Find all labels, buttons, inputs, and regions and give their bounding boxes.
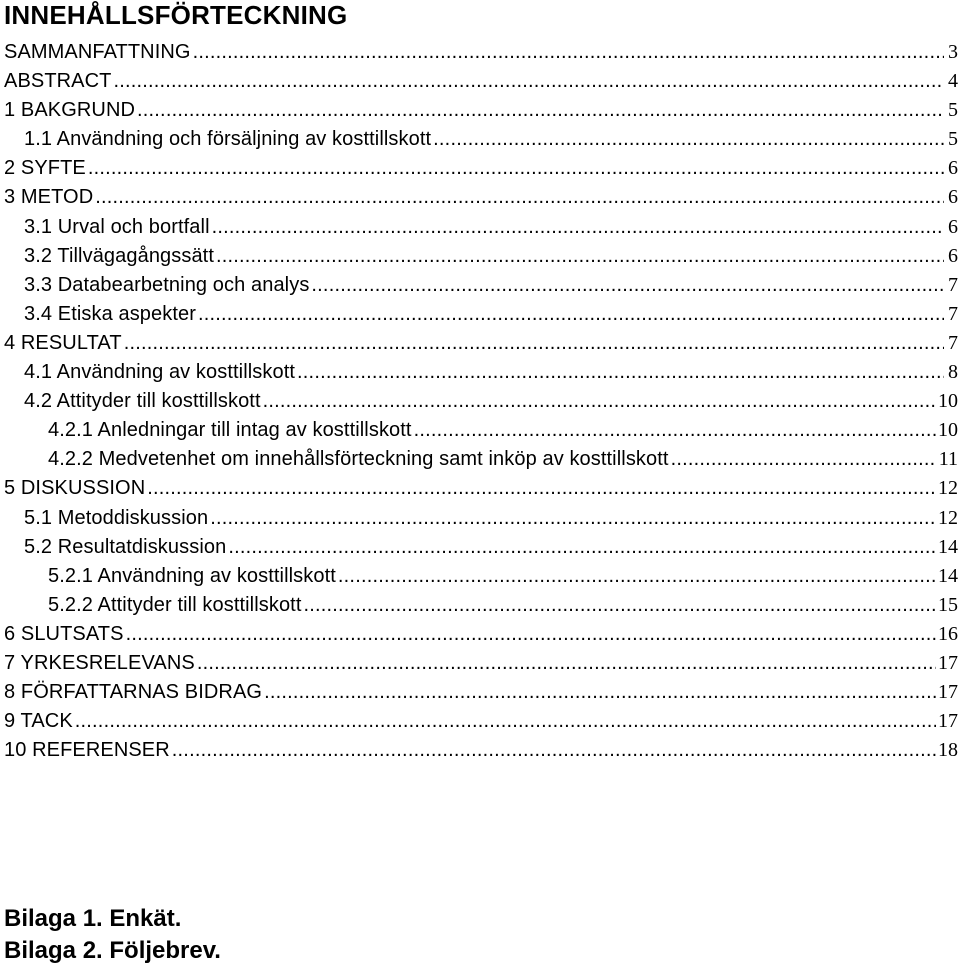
toc-dot-leader (414, 416, 936, 445)
toc-dot-leader (147, 474, 936, 503)
toc-entry-page-number: 7 (948, 331, 958, 354)
toc-dot-leader (95, 183, 944, 212)
toc-entry[interactable] (4, 38, 958, 67)
table-of-contents (4, 38, 958, 765)
toc-entry-label: 3.4 Etiska aspekter (24, 302, 196, 325)
toc-entry[interactable] (4, 474, 958, 503)
toc-dot-leader (297, 358, 944, 387)
toc-dot-leader (198, 300, 944, 329)
toc-dot-leader (216, 242, 944, 271)
toc-entry-label: SAMMANFATTNING (4, 41, 191, 63)
toc-entry-page-number: 3 (948, 41, 958, 63)
toc-entry-label: 4.2 Attityder till kosttillskott (24, 390, 261, 413)
toc-dot-leader (193, 38, 944, 67)
toc-entry[interactable] (4, 591, 958, 620)
toc-dot-leader (212, 213, 944, 242)
toc-entry-page-number: 6 (948, 244, 958, 267)
toc-dot-leader (126, 620, 936, 649)
toc-entry-page-number: 7 (948, 273, 958, 296)
toc-entry[interactable] (4, 329, 958, 358)
toc-entry-page-number: 17 (938, 710, 958, 733)
toc-entry-label: 10 REFERENSER (4, 739, 170, 762)
toc-entry-label: 1.1 Användning och försäljning av kosttillskott (24, 128, 432, 151)
toc-entry[interactable] (4, 387, 958, 416)
appendix-1: Bilaga 1. Enkät. (4, 905, 182, 932)
toc-entry-page-number: 6 (948, 157, 958, 180)
toc-entry-page-number: 5 (948, 128, 958, 151)
toc-dot-leader (172, 736, 936, 765)
toc-entry[interactable] (4, 416, 958, 445)
toc-dot-leader (88, 154, 944, 183)
toc-entry[interactable] (4, 125, 958, 154)
toc-dot-leader (433, 125, 944, 154)
toc-entry-label: 4 RESULTAT (4, 331, 122, 354)
toc-entry[interactable] (4, 242, 958, 271)
toc-entry-label: 8 FÖRFATTARNAS BIDRAG (4, 681, 263, 704)
toc-entry-label: 5 DISKUSSION (4, 477, 146, 500)
toc-entry-label: 4.2.1 Anledningar till intag av kosttillskott (48, 419, 412, 442)
toc-entry[interactable] (4, 533, 958, 562)
toc-entry-label: 5.2.1 Användning av kosttillskott (48, 564, 336, 587)
toc-entry-page-number: 14 (938, 535, 958, 558)
toc-entry-label: 2 SYFTE (4, 157, 86, 180)
toc-entry-page-number: 16 (938, 622, 958, 645)
toc-entry[interactable] (4, 96, 958, 125)
toc-dot-leader (113, 67, 944, 96)
toc-entry[interactable] (4, 649, 958, 678)
toc-entry-label: 4.2.2 Medvetenhet om innehållsförteckning samt inköp av kosttillskott (48, 448, 669, 471)
toc-entry-page-number: 11 (938, 448, 958, 471)
toc-entry[interactable] (4, 562, 958, 591)
toc-entry-page-number: 18 (938, 739, 958, 762)
appendix-2: Bilaga 2. Följebrev. (4, 937, 221, 964)
toc-entry[interactable] (4, 358, 958, 387)
toc-entry-page-number: 14 (938, 564, 958, 587)
toc-dot-leader (228, 533, 936, 562)
toc-entry-page-number: 12 (938, 477, 958, 500)
toc-entry[interactable] (4, 213, 958, 242)
page-title: INNEHÅLLSFÖRTECKNING (4, 0, 348, 30)
toc-entry-page-number: 6 (948, 186, 958, 209)
toc-entry-page-number: 17 (938, 651, 958, 674)
toc-dot-leader (75, 707, 936, 736)
toc-entry-label: 5.1 Metoddiskussion (24, 506, 209, 529)
toc-entry[interactable] (4, 620, 958, 649)
toc-entry-label: 1 BAKGRUND (4, 99, 136, 122)
toc-dot-leader (671, 445, 937, 474)
toc-dot-leader (263, 387, 936, 416)
toc-entry-label: ABSTRACT (4, 70, 112, 93)
toc-entry-label: 7 YRKESRELEVANS (4, 651, 195, 674)
toc-entry-label: 5.2 Resultatdiskussion (24, 535, 227, 558)
toc-entry-label: 9 TACK (4, 710, 73, 733)
toc-entry-page-number: 8 (948, 361, 958, 384)
toc-entry-label: 4.1 Användning av kosttillskott (24, 361, 296, 384)
toc-entry-label: 3.1 Urval och bortfall (24, 215, 210, 238)
toc-dot-leader (137, 96, 944, 125)
toc-entry[interactable] (4, 67, 958, 96)
toc-entry-label: 5.2.2 Attityder till kosttillskott (48, 593, 302, 616)
toc-dot-leader (210, 504, 936, 533)
toc-entry[interactable] (4, 183, 958, 212)
toc-entry-page-number: 15 (938, 593, 958, 616)
toc-entry-label: 3.3 Databearbetning och analys (24, 273, 310, 296)
toc-entry[interactable] (4, 678, 958, 707)
toc-dot-leader (264, 678, 936, 707)
toc-entry[interactable] (4, 154, 958, 183)
toc-entry[interactable] (4, 504, 958, 533)
toc-entry-page-number: 4 (948, 70, 958, 93)
toc-dot-leader (197, 649, 936, 678)
toc-entry[interactable] (4, 707, 958, 736)
toc-entry-page-number: 5 (948, 99, 958, 122)
toc-entry[interactable] (4, 736, 958, 765)
toc-entry-label: 3.2 Tillvägagångssätt (24, 244, 215, 267)
toc-entry[interactable] (4, 445, 958, 474)
toc-entry-page-number: 6 (948, 215, 958, 238)
toc-dot-leader (311, 271, 944, 300)
toc-entry[interactable] (4, 271, 958, 300)
toc-entry-label: 3 METOD (4, 186, 94, 209)
toc-entry-page-number: 17 (938, 681, 958, 704)
toc-entry-page-number: 10 (938, 419, 958, 442)
toc-entry-page-number: 12 (938, 506, 958, 529)
toc-entry-label: 6 SLUTSATS (4, 622, 124, 645)
toc-entry-page-number: 10 (938, 390, 958, 413)
toc-dot-leader (304, 591, 937, 620)
toc-dot-leader (124, 329, 944, 358)
toc-entry[interactable] (4, 300, 958, 329)
toc-dot-leader (338, 562, 936, 591)
toc-entry-page-number: 7 (948, 302, 958, 325)
